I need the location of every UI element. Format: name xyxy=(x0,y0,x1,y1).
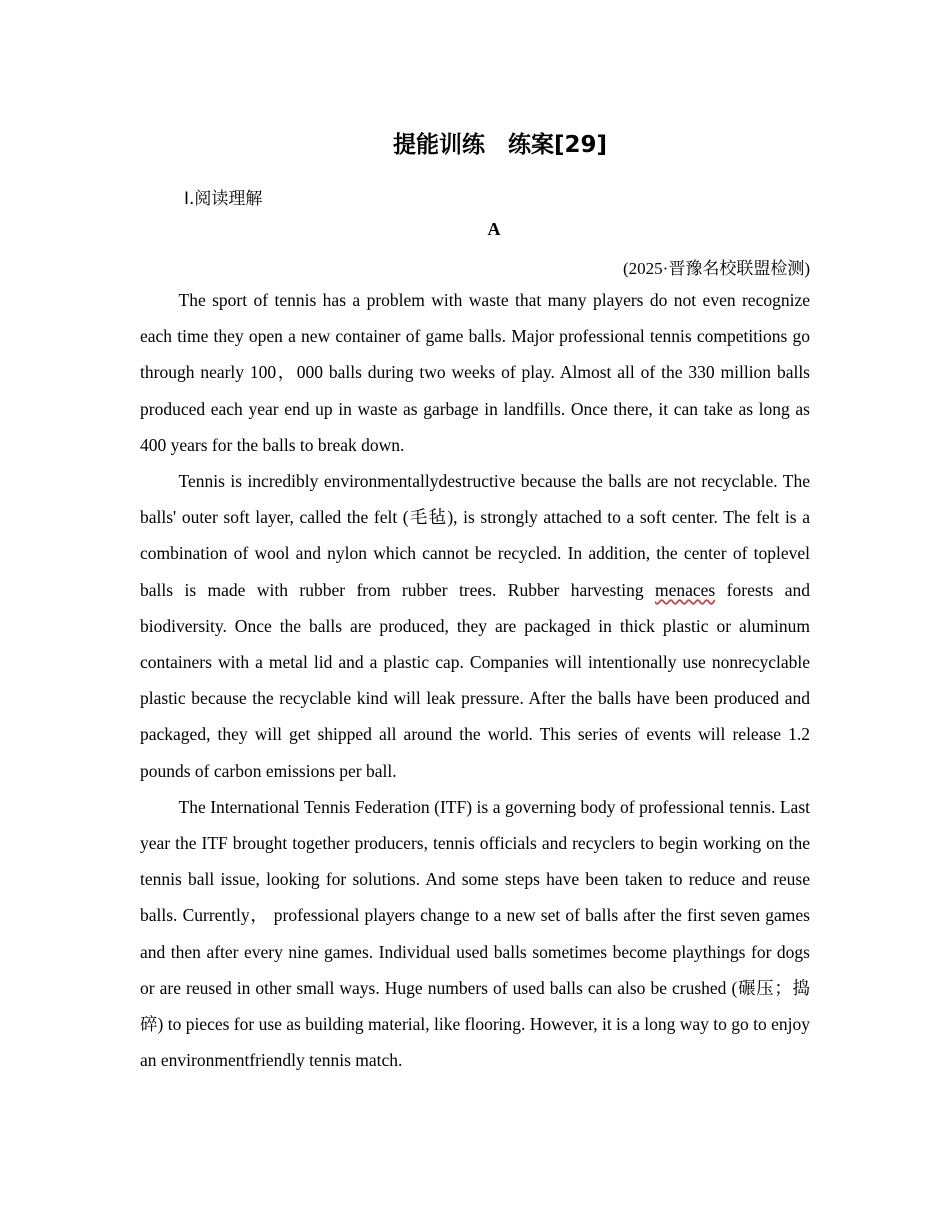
paragraph-3: The International Tennis Federation (ITF) is a governing body of professional tennis. Last year the ITF brought together producers, tennis officials and recyclers to begin working on the tennis ball issue, looking for solutions. And some steps have been taken to reduce and reuse balls. Currently， professional players change to a new set of balls after the first seven games and then after every nine games. Individual used balls sometimes become playthings for dogs or are reused in other small ways. Huge numbers of used balls can also be crushed (碾压；捣碎) to pieces for use as building material, like flooring. However, it is a long way to go to enjoy an environmentfriendly tennis match. xyxy=(140,796,810,1071)
paragraph-1: The sport of tennis has a problem with waste that many players do not even recognize each time they open a new container of game balls. Major professional tennis competitions go through nearly 100，000 balls during two weeks of play. Almost all of the 330 million balls produced each year end up in waste as garbage in landfills. Once there, it can take as long as 400 years for the balls to break down. xyxy=(140,290,810,455)
passage-label: A xyxy=(487,219,501,239)
underlined-word: menaces xyxy=(655,579,716,600)
page-title: 提能训练 练案[29] xyxy=(392,132,608,158)
passage-body xyxy=(140,282,810,1078)
paragraph-2-part-1: Tennis is incredibly environmentallydestructive because the balls are not recyclable. The balls' outer soft layer, called the felt (毛毡), is strongly attached to a soft center. The felt is a combination of wool and nylon which cannot be recycled. In addition, the center of toplevel balls is made with rubber from rubber trees. Rubber harvesting xyxy=(140,471,810,600)
paragraph-2 xyxy=(140,463,810,789)
passage-source: (2025·晋豫名校联盟检测) xyxy=(623,259,810,278)
section-heading: Ⅰ.阅读理解 xyxy=(184,189,263,209)
paragraph-2-part-2: forests and biodiversity. Once the balls are produced, they are packaged in thick plastic or aluminum containers with a metal lid and a plastic cap. Companies will intentionally use nonrecyclable plastic because the recyclable kind will leak pressure. After the balls have been produced and packaged, they will get shipped all around the world. This series of events will release 1.2 pounds of carbon emissions per ball. xyxy=(140,579,810,781)
